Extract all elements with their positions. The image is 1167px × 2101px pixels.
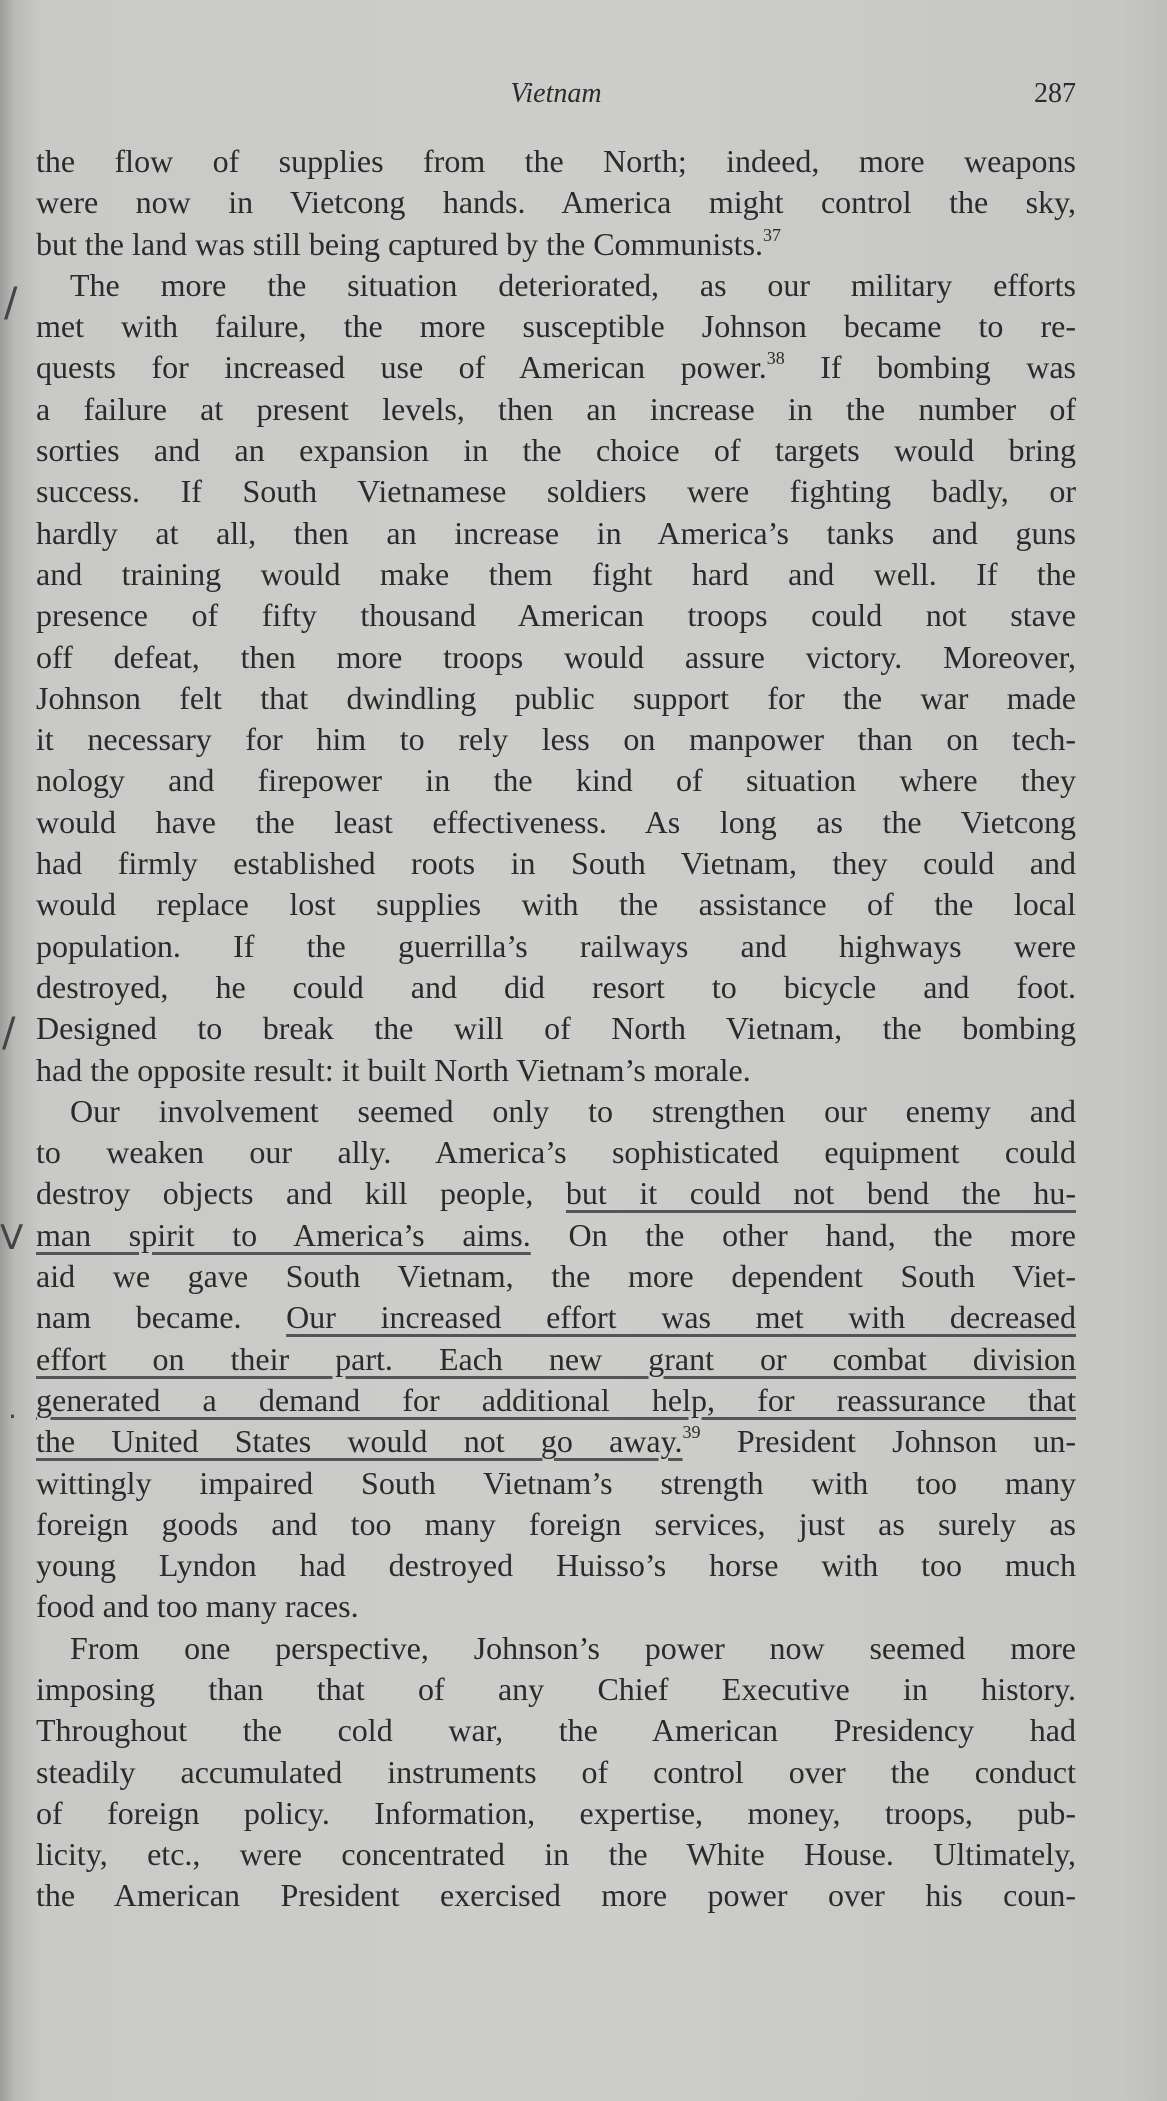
text-line [36,1380,1076,1421]
text-segment: destroyed, he could and did resort to bicycle and foot. [36,968,1076,1005]
text-segment: quests for increased use of American power. [36,349,767,386]
text-line [36,1215,1076,1256]
pencil-check-mark: V [0,1218,24,1258]
footnote-reference: 38 [766,348,785,369]
text-segment: President Johnson un- [700,1423,1076,1460]
text-line [36,430,1076,471]
text-line [36,1132,1076,1173]
text-line [36,1297,1076,1338]
text-line [36,1463,1076,1504]
footnote-reference: 39 [682,1422,701,1443]
text-line [36,1628,1076,1669]
text-segment: success. If South Vietnamese soldiers were fighting badly, or [36,473,1076,510]
underlined-text: the United States would not go away. [36,1423,683,1460]
text-segment: were now in Vietcong hands. America might control the sky, [36,184,1076,221]
text-line [36,306,1076,347]
text-segment: destroy objects and kill people, [36,1175,566,1212]
text-line [36,926,1076,967]
text-line [36,637,1076,678]
text-segment: aid we gave South Vietnam, the more dependent South Viet- [36,1258,1076,1295]
text-line [36,1173,1076,1214]
text-segment: would replace lost supplies with the assistance of the local [36,886,1076,923]
text-segment: had firmly established roots in South Vietnam, they could and [36,845,1076,882]
text-line [36,1091,1076,1132]
page-number: 287 [1034,78,1076,109]
text-segment: young Lyndon had destroyed Huisso’s horse with too much [36,1547,1076,1584]
text-line [36,1793,1076,1834]
text-line [36,719,1076,760]
text-line [36,347,1076,388]
underlined-text: effort on their part. Each new grant or combat division [36,1340,1076,1377]
text-segment: but the land was still being captured by the Communists. [36,225,764,262]
text-line [36,1339,1076,1380]
text-segment: wittingly impaired South Vietnam’s strength with too many [36,1464,1076,1501]
paragraph [36,1091,1076,1628]
text-segment: presence of fifty thousand American troops could not stave [36,597,1076,634]
text-line [36,1710,1076,1751]
text-segment: From one perspective, Johnson’s power now seemed more [70,1629,1076,1666]
text-line [36,224,1076,265]
text-line [36,1504,1076,1545]
text-line [36,1586,1076,1627]
text-segment: population. If the guerrilla’s railways and highways were [36,927,1076,964]
text-segment: steadily accumulated instruments of control over the conduct [36,1753,1076,1790]
text-segment: nology and firepower in the kind of situation where they [36,762,1076,799]
body-text [36,141,1076,1917]
text-line [36,1669,1076,1710]
text-segment: the American President exercised more power over his coun- [36,1877,1076,1914]
text-segment: met with failure, the more susceptible Johnson became to re- [36,308,1076,345]
text-segment: a failure at present levels, then an increase in the number of [36,390,1076,427]
text-line [36,554,1076,595]
text-segment: had the opposite result: it built North Vietnam’s morale. [36,1051,751,1088]
text-segment: hardly at all, then an increase in America’s tanks and guns [36,514,1076,551]
footnote-reference: 37 [763,224,782,245]
text-segment: to weaken our ally. America’s sophisticated equipment could [36,1134,1076,1171]
text-segment: Throughout the cold war, the American Presidency had [36,1712,1076,1749]
text-line [36,182,1076,223]
text-segment: food and too many races. [36,1588,359,1625]
text-segment: of foreign policy. Information, expertise, money, troops, pub- [36,1794,1076,1831]
underlined-text: man spirit to America’s aims. [36,1216,531,1253]
text-line [36,1421,1076,1462]
text-line [36,1256,1076,1297]
chapter-title: Vietnam [510,78,602,109]
text-line [36,802,1076,843]
text-line [36,760,1076,801]
underlined-text: but it could not bend the hu- [565,1175,1077,1212]
text-line [36,1050,1076,1091]
text-line [36,967,1076,1008]
text-line [36,265,1076,306]
pencil-dot-mark: . [8,1392,17,1425]
paragraph [36,1628,1076,1917]
text-line [36,1875,1076,1916]
text-segment: imposing than that of any Chief Executive in history. [36,1670,1076,1707]
text-line [36,513,1076,554]
text-segment: would have the least effectiveness. As long as the Vietcong [36,803,1076,840]
text-line [36,389,1076,430]
pencil-margin-mark: / [2,1010,16,1056]
text-segment: The more the situation deteriorated, as our military efforts [70,266,1076,303]
text-line [36,141,1076,182]
text-segment: Designed to break the will of North Vietnam, the bombing [36,1010,1076,1047]
text-line [36,595,1076,636]
text-line [36,843,1076,884]
paragraph [36,265,1076,1091]
text-line [36,884,1076,925]
text-line [36,1834,1076,1875]
text-line [36,1752,1076,1793]
text-segment: Johnson felt that dwindling public support for the war made [36,679,1076,716]
text-segment: off defeat, then more troops would assure victory. Moreover, [36,638,1076,675]
text-segment: foreign goods and too many foreign services, just as surely as [36,1505,1076,1542]
text-segment: licity, etc., were concentrated in the White House. Ultimately, [36,1836,1076,1873]
text-segment: Our involvement seemed only to strengthen our enemy and [70,1092,1076,1129]
text-segment: On the other hand, the more [530,1216,1077,1253]
pencil-margin-mark: / [4,280,18,326]
text-segment: it necessary for him to rely less on manpower than on tech- [36,721,1076,758]
text-segment: nam became. [36,1299,287,1336]
text-segment: and training would make them fight hard and well. If the [36,555,1076,592]
text-line [36,1008,1076,1049]
underlined-text: Our increased effort was met with decreased [286,1299,1076,1336]
text-line [36,471,1076,512]
underlined-text: generated a demand for additional help, for reassurance that [36,1381,1076,1418]
text-segment: If bombing was [784,349,1077,386]
text-segment: the flow of supplies from the North; indeed, more weapons [36,143,1076,179]
running-header [36,78,1076,118]
paragraph [36,141,1076,265]
text-line [36,1545,1076,1586]
text-segment: sorties and an expansion in the choice of targets would bring [36,432,1076,469]
text-line [36,678,1076,719]
